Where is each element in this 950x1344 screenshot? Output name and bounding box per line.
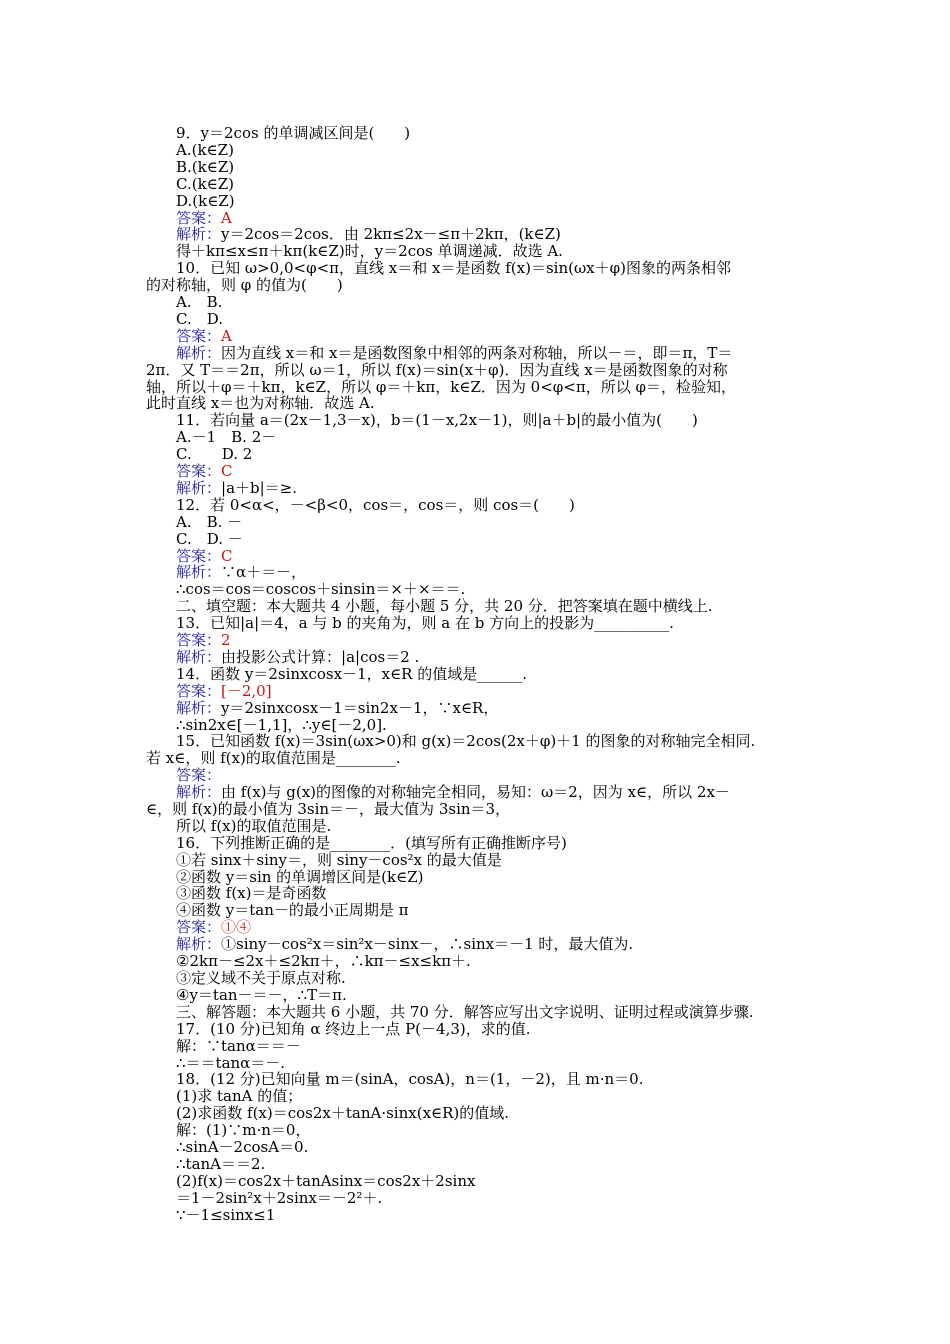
analysis-line — [176, 226, 561, 243]
line-text: [－2,0] — [221, 682, 272, 700]
line-text: A. B. — [176, 293, 223, 311]
text-line — [176, 1038, 301, 1055]
line-text: A — [221, 209, 232, 227]
text-line — [176, 818, 331, 835]
line-text: 由 f(x)与 g(x)的图像的对称轴完全相同，易知：ω＝2，因为 x∈，所以 2x－ — [221, 783, 730, 801]
line-text: ①siny－cos²x＝sin²x－sinx－，∴sinx＝－1 时，最大值为. — [221, 935, 634, 953]
answer-line — [176, 767, 221, 784]
text-line — [176, 666, 527, 683]
text-line — [176, 1071, 643, 1088]
line-text: ①若 sinx＋siny＝，则 siny－cos²x 的最大值是 — [176, 851, 502, 869]
line-text: 18．(12 分)已知向量 m＝(sinA，cosA)，n＝(1，－2)，且 m·n＝0. — [176, 1070, 644, 1088]
line-text: 9．y＝2cos 的单调减区间是( ) — [176, 124, 411, 142]
analysis-label: 解析： — [176, 935, 222, 953]
text-line — [176, 1207, 275, 1224]
line-text: y＝2cos＝2cos．由 2kπ≤2x－≤π＋2kπ，(k∈Z) — [221, 225, 561, 243]
line-text: A — [221, 327, 232, 345]
text-line — [176, 446, 252, 463]
line-text: A.－1 B. 2－ — [176, 428, 277, 446]
text-line — [176, 581, 465, 598]
answer-line — [176, 632, 231, 649]
line-text: 由投影公式计算：|a|cos＝2 . — [221, 648, 420, 666]
text-line — [176, 902, 409, 919]
text-line — [146, 750, 401, 767]
text-line — [146, 801, 510, 818]
analysis-line — [176, 936, 633, 953]
line-text: ④函数 y＝tan－的最小正周期是 π — [176, 901, 409, 919]
line-text: 所以 f(x)的取值范围是. — [176, 817, 332, 835]
analysis-label: 解析： — [176, 563, 222, 581]
analysis-label: 解析： — [176, 648, 222, 666]
line-text: C — [221, 547, 233, 565]
answer-label: 答案： — [176, 682, 222, 700]
answer-label: 答案： — [176, 327, 222, 345]
line-text: 二、填空题：本大题共 4 小题，每小题 5 分，共 20 分．把答案填在题中横线上. — [176, 597, 713, 615]
line-text: C. D. — [176, 310, 223, 328]
answer-label: 答案： — [176, 631, 222, 649]
text-line — [176, 1139, 308, 1156]
answer-label: 答案： — [176, 209, 222, 227]
line-text: ∈，则 f(x)的最小值为 3sin＝－，最大值为 3sin＝3， — [146, 800, 511, 818]
text-line — [176, 835, 567, 852]
line-text: ④y＝tan－＝－，∴T＝π. — [176, 986, 347, 1004]
text-line — [176, 531, 243, 548]
line-text: ②函数 y＝sin 的单调增区间是(k∈Z) — [176, 868, 424, 886]
line-text: ∵－1≤sinx≤1 — [176, 1206, 276, 1224]
line-text: 轴，所以＋φ＝＋kπ，k∈Z，所以 φ＝＋kπ，k∈Z．因为 0<φ<π，所以 φ＝，检验知， — [146, 378, 736, 396]
answer-label: 答案： — [176, 766, 222, 784]
line-text: 17．(10 分)已知角 α 终边上一点 P(－4,3)，求的值. — [176, 1020, 531, 1038]
line-text: 三、解答题：本大题共 6 小题，共 70 分．解答应写出文字说明、证明过程或演算步骤. — [176, 1003, 754, 1021]
answer-label: 答案： — [176, 547, 222, 565]
analysis-label: 解析： — [176, 479, 222, 497]
line-text: ∴sin2x∈[－1,1]，∴y∈[－2,0]. — [176, 716, 387, 734]
text-line — [176, 615, 674, 632]
line-text: 2π．又 T＝＝2π，所以 ω＝1，所以 f(x)＝sin(x＋φ)．因为直线 x＝是函数图象的对称 — [146, 361, 728, 379]
line-text: 得＋kπ≤x≤π＋kπ(k∈Z)时，y＝2cos 单调递减．故选 A. — [176, 242, 563, 260]
text-line — [176, 514, 242, 531]
text-line — [176, 1156, 265, 1173]
line-text: 解：∵tanα＝＝－ — [176, 1037, 301, 1055]
line-text: 的对称轴，则 φ 的值为( ) — [146, 276, 343, 294]
text-line — [176, 294, 222, 311]
text-line — [176, 885, 326, 902]
line-text: 11．若向量 a＝(2x－1,3－x)，b＝(1－x,2x－1)，则|a＋b|的最小值为( ) — [176, 411, 698, 429]
text-line — [176, 311, 223, 328]
line-text: 2 — [221, 631, 231, 649]
answer-line — [176, 683, 272, 700]
line-text: C.(k∈Z) — [176, 175, 235, 193]
text-line — [176, 260, 731, 277]
text-line — [176, 176, 234, 193]
text-line — [176, 987, 347, 1004]
text-line — [176, 1122, 310, 1139]
line-text: 此时直线 x＝也为对称轴．故选 A. — [146, 394, 375, 412]
line-text: 12．若 0<α<，－<β<0，cos＝，cos＝，则 cos＝( ) — [176, 496, 575, 514]
text-line — [176, 1190, 382, 1207]
answer-line — [176, 463, 233, 480]
text-line — [176, 429, 276, 446]
text-line — [146, 277, 343, 294]
analysis-line — [176, 564, 306, 581]
line-text: ①④ — [221, 918, 252, 936]
line-text: 15．已知函数 f(x)＝3sin(ωx>0)和 g(x)＝2cos(2x＋φ)＋1 的图象的对称轴完全相同. — [176, 732, 756, 750]
line-text: 解：(1)∵m·n＝0， — [176, 1121, 311, 1139]
text-line — [176, 193, 235, 210]
line-text: ∴cos＝cos＝coscos＋sinsin＝×＋×＝＝. — [176, 580, 466, 598]
line-text: 13．已知|a|＝4，a 与 b 的夹角为，则 a 在 b 方向上的投影为__________. — [176, 614, 674, 632]
line-text: B.(k∈Z) — [176, 158, 235, 176]
answer-line — [176, 328, 232, 345]
text-line — [176, 1021, 531, 1038]
analysis-line — [176, 345, 732, 362]
text-line — [176, 733, 755, 750]
analysis-label: 解析： — [176, 699, 222, 717]
line-text: ＝1－2sin²x＋2sinx＝－2²＋. — [176, 1189, 383, 1207]
line-text: C. D. 2 — [176, 445, 253, 463]
text-line — [176, 852, 502, 869]
line-text: y＝2sinxcosx－1＝sin2x－1，∵x∈R， — [221, 699, 499, 717]
line-text: ③函数 f(x)＝是奇函数 — [176, 884, 327, 902]
line-text: C — [221, 462, 233, 480]
line-text: (1)求 tanA 的值； — [176, 1087, 303, 1105]
line-text: 16．下列推断正确的是________．(填写所有正确推断序号) — [176, 834, 567, 852]
line-text: C. D. － — [176, 530, 243, 548]
line-text: 若 x∈，则 f(x)的取值范围是________. — [146, 749, 401, 767]
line-text: A.(k∈Z) — [176, 141, 234, 159]
line-text: 因为直线 x＝和 x＝是函数图象中相邻的两条对称轴，所以－＝，即＝π，T＝ — [221, 344, 733, 362]
answer-label: 答案： — [176, 462, 222, 480]
answer-label: 答案： — [176, 918, 222, 936]
text-line — [176, 142, 234, 159]
text-line — [176, 970, 346, 987]
text-line — [146, 395, 375, 412]
text-line — [146, 362, 728, 379]
text-line — [176, 243, 563, 260]
line-text: D.(k∈Z) — [176, 192, 235, 210]
line-text: ∴tanA＝＝2. — [176, 1155, 266, 1173]
line-text: (2)求函数 f(x)＝cos2x＋tanA·sinx(x∈R)的值域. — [176, 1104, 510, 1122]
analysis-label: 解析： — [176, 783, 222, 801]
text-line — [176, 1004, 753, 1021]
line-text: ∴sinA－2cosA＝0. — [176, 1138, 309, 1156]
text-line — [176, 598, 713, 615]
text-line — [176, 1173, 475, 1190]
line-text: A. B. － — [176, 513, 243, 531]
line-text: (2)f(x)＝cos2x＋tanAsinx＝cos2x＋2sinx — [176, 1172, 476, 1190]
line-text: ∵α＋＝－， — [221, 563, 307, 581]
text-line — [176, 953, 471, 970]
line-text: ③定义域不关于原点对称. — [176, 969, 346, 987]
text-line — [176, 125, 410, 142]
line-text: ∴＝＝tanα＝－. — [176, 1054, 286, 1072]
analysis-label: 解析： — [176, 344, 222, 362]
text-line — [176, 1105, 509, 1122]
analysis-line — [176, 784, 730, 801]
analysis-line — [176, 700, 498, 717]
text-line — [176, 412, 698, 429]
text-line — [176, 1088, 302, 1105]
line-text: 14．函数 y＝2sinxcosx－1，x∈R 的值域是______. — [176, 665, 528, 683]
text-line — [176, 497, 575, 514]
analysis-line — [176, 480, 297, 497]
line-text: 10．已知 ω>0,0<φ<π，直线 x＝和 x＝是函数 f(x)＝sin(ωx＋φ)图象的两条相邻 — [176, 259, 732, 277]
line-text: ②2kπ－≤2x＋≤2kπ＋，∴kπ－≤x≤kπ＋. — [176, 952, 471, 970]
analysis-label: 解析： — [176, 225, 222, 243]
line-text: |a＋b|＝≥. — [221, 479, 298, 497]
text-line — [176, 159, 234, 176]
answer-line — [176, 919, 251, 936]
analysis-line — [176, 649, 419, 666]
